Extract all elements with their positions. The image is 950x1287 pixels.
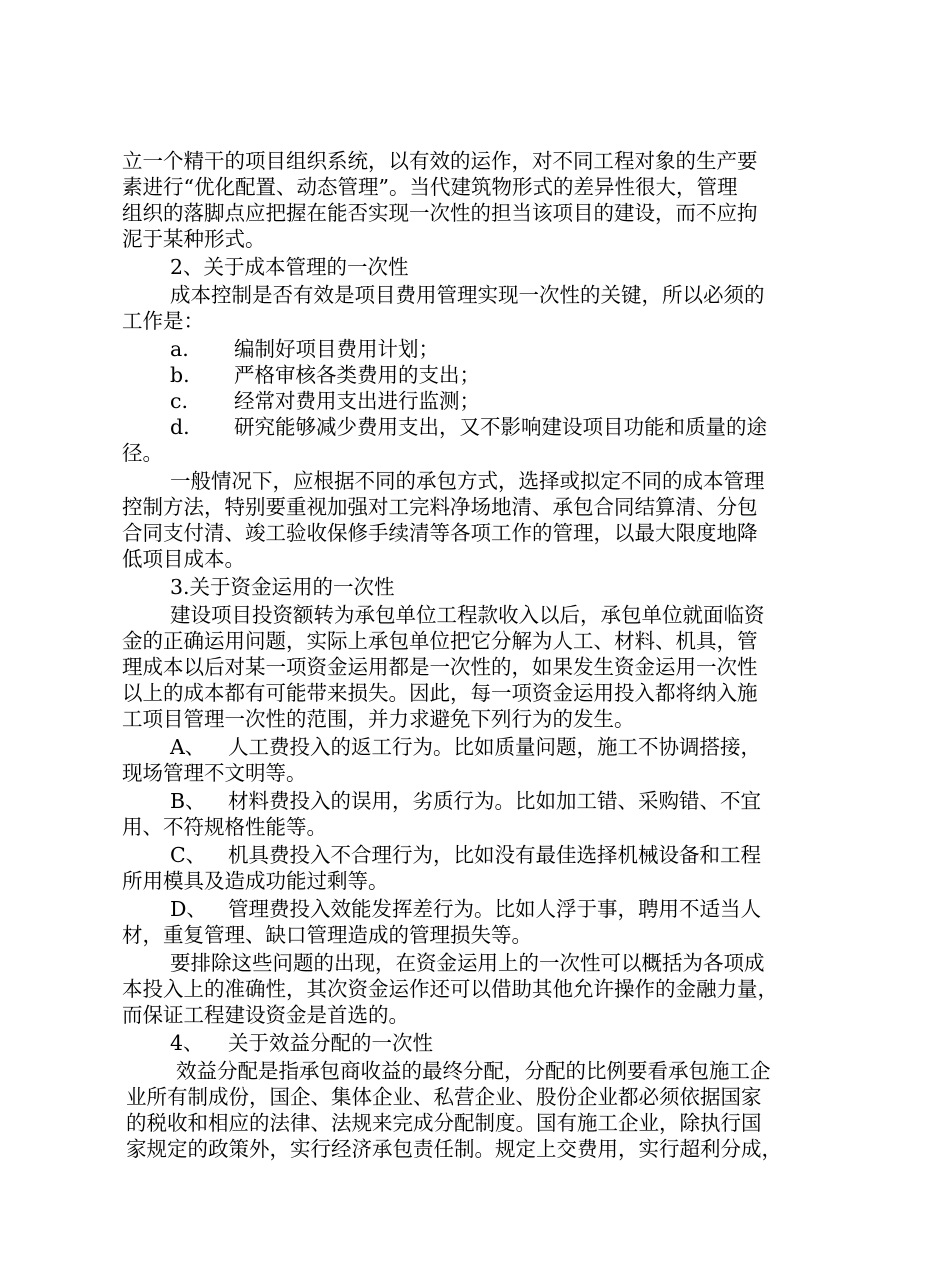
list-text: 管理费投入效能发挥差行为。比如人浮于事，聘用不适当人 [228, 897, 761, 921]
paragraph-line: 金的正确运用问题，实际上承包单位把它分解为人工、材料、机具，管 [122, 629, 758, 653]
list-text: 编制好项目费用计划； [234, 337, 439, 361]
paragraph-line: 而保证工程建设资金是首选的。 [122, 1003, 409, 1027]
list-item-continuation: 用、不符规格性能等。 [122, 815, 327, 839]
list-marker: a. [170, 337, 189, 361]
paragraph-line: 工作是： [122, 309, 204, 333]
list-item-continuation: 径。 [122, 441, 163, 465]
list-marker: A、 [170, 735, 206, 759]
paragraph-line: 业所有制成份，国企、集体企业、私营企业、股份企业都必须依据国家 [126, 1085, 762, 1109]
list-marker: d. [170, 415, 190, 439]
list-item [122, 842, 867, 868]
paragraph-line: 工项目管理一次性的范围，并力求避免下列行为的发生。 [122, 707, 635, 731]
paragraph-line: 一般情况下，应根据不同的承包方式，选择或拟定不同的成本管理 [170, 469, 765, 493]
list-text: 人工费投入的返工行为。比如质量问题，施工不协调搭接， [228, 735, 761, 759]
list-text: 严格审核各类费用的支出； [234, 363, 480, 387]
paragraph-line: 控制方法，特别要重视加强对工完料净场地清、承包合同结算清、分包 [122, 495, 758, 519]
paragraph-line: 理成本以后对某一项资金运用都是一次性的，如果发生资金运用一次性 [122, 655, 758, 679]
paragraph-line: 以上的成本都有可能带来损失。因此，每一项资金运用投入都将纳入施 [122, 681, 758, 705]
paragraph-line: 效益分配是指承包商收益的最终分配，分配的比例要看承包施工企 [176, 1059, 771, 1083]
paragraph-line: 要排除这些问题的出现，在资金运用上的一次性可以概括为各项成 [170, 951, 765, 975]
list-text: 经常对费用支出进行监测； [234, 389, 480, 413]
paragraph-line: 低项目成本。 [122, 547, 245, 571]
paragraph-line: 组织的落脚点应把握在能否实现一次性的担当该项目的建设，而不应拘 [122, 201, 758, 225]
list-text: 研究能够减少费用支出，又不影响建设项目功能和质量的途 [234, 415, 767, 439]
list-item-continuation: 所用模具及造成功能过剩等。 [122, 869, 389, 893]
paragraph-line: 立一个精干的项目组织系统，以有效的运作，对不同工程对象的生产要 [122, 149, 758, 173]
list-item-continuation: 材，重复管理、缺口管理造成的管理损失等。 [122, 923, 532, 947]
list-marker: b. [170, 363, 190, 387]
list-item [122, 336, 867, 362]
list-item-continuation: 现场管理不文明等。 [122, 761, 307, 785]
heading-text: 关于效益分配的一次性 [228, 1031, 433, 1055]
paragraph-line: 本投入上的准确性，其次资金运作还可以借助其他允许操作的金融力量， [122, 977, 778, 1001]
list-item [122, 788, 867, 814]
paragraph-line: 成本控制是否有效是项目费用管理实现一次性的关键，所以必须的 [170, 283, 765, 307]
list-item [122, 734, 867, 760]
list-item [122, 362, 867, 388]
paragraph-line: 泥于某种形式。 [122, 227, 266, 251]
section-heading: 2、关于成本管理的一次性 [170, 255, 409, 279]
list-marker: c. [170, 389, 188, 413]
list-marker: B、 [170, 789, 206, 813]
list-marker: D、 [170, 897, 207, 921]
paragraph-line: 建设项目投资额转为承包单位工程款收入以后，承包单位就面临资 [170, 603, 765, 627]
list-text: 机具费投入不合理行为，比如没有最佳选择机械设备和工程 [228, 843, 761, 867]
list-marker: C、 [170, 843, 207, 867]
list-item [122, 414, 867, 440]
list-item [122, 896, 867, 922]
list-item [122, 388, 867, 414]
paragraph-line: 素进行“优化配置、动态管理”。当代建筑物形式的差异性很大，管理 [122, 175, 738, 199]
heading-marker: 4、 [170, 1031, 204, 1055]
list-text: 材料费投入的误用，劣质行为。比如加工错、采购错、不宜 [228, 789, 761, 813]
paragraph-line: 的税收和相应的法律、法规来完成分配制度。国有施工企业，除执行国 [126, 1111, 762, 1135]
paragraph-line: 家规定的政策外，实行经济承包责任制。规定上交费用，实行超利分成， [126, 1137, 782, 1161]
section-heading: 3.关于资金运用的一次性 [170, 575, 395, 599]
paragraph-line: 合同支付清、竣工验收保修手续清等各项工作的管理，以最大限度地降 [122, 521, 758, 545]
section-heading [122, 1030, 867, 1056]
